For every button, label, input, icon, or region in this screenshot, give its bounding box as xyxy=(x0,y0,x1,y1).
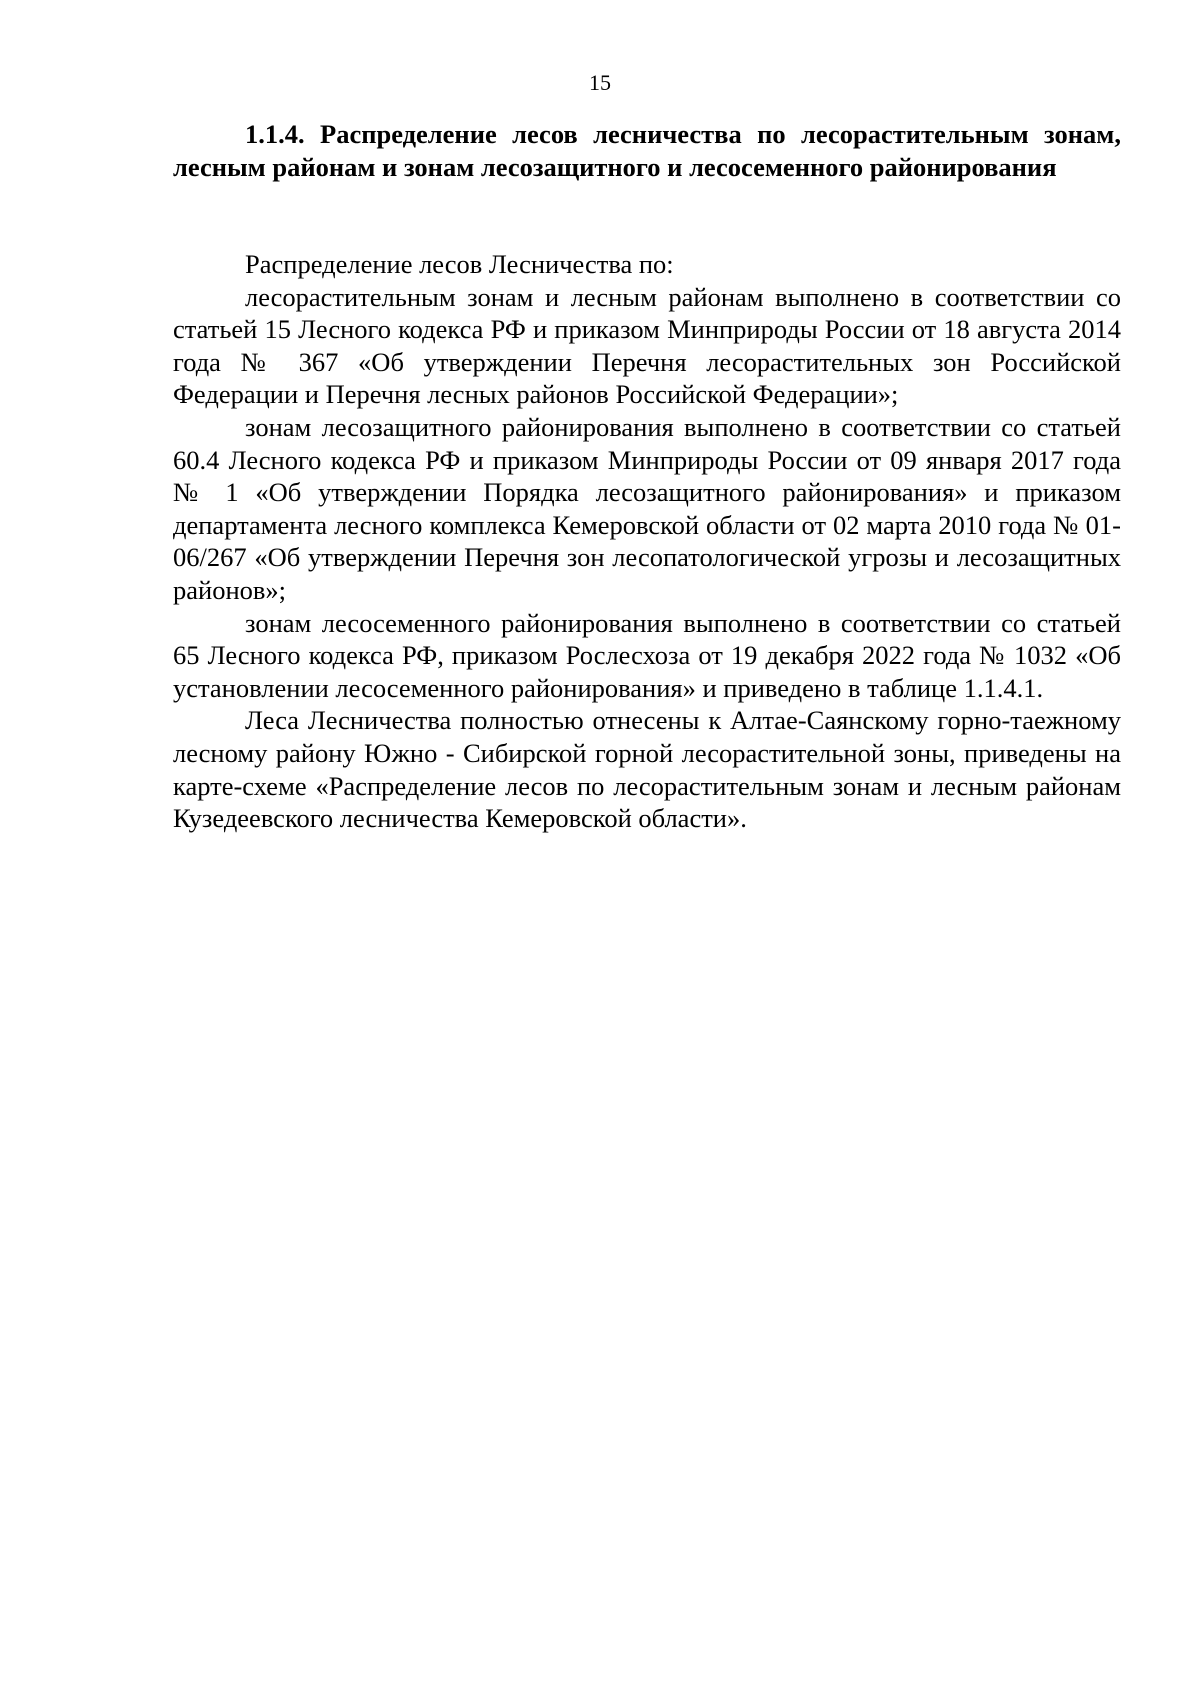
paragraph-seed-zoning: зонам лесосеменного районирования выполнено в соответствии со статьей 65 Лесного кодекса РФ, приказом Рослесхоза от 19 декабря 2022 года № 1032 «Об установлении лесосеменного районирования» и приведено в таблице 1.1.4.1. xyxy=(173,607,1121,703)
paragraph-forest-zones: лесорастительным зонам и лесным районам выполнено в соответствии со статьей 15 Лесного кодекса РФ и приказом Минприроды России от 18 августа 2014 года № 367 «Об утверждении Перечня лесорастительных зон Российской Федерации и Перечня лесных районов Российской Федерации»; xyxy=(173,281,1121,410)
section-heading: 1.1.4. Распределение лесов лесничества по лесорастительным зонам, лесным районам и зонам лесозащитного и лесосеменного районирования xyxy=(173,119,1121,182)
paragraph-forest-protection-zoning: зонам лесозащитного районирования выполнено в соответствии со статьей 60.4 Лесного кодекса РФ и приказом Минприроды России от 09 января 2017 года № 1 «Об утверждении Порядка лесозащитного районирования» и приказом департамента лесного комплекса Кемеровской области от 02 марта 2010 года № 01-06/267 «Об утверждении Перечня зон лесопатологической угрозы и лесозащитных районов»; xyxy=(173,411,1121,605)
section-body xyxy=(173,248,1121,835)
paragraph-intro: Распределение лесов Лесничества по: xyxy=(245,249,674,279)
page-number: 15 xyxy=(589,70,611,95)
paragraph-forest-district-assignment: Леса Лесничества полностью отнесены к Алтае-Саянскому горно-таежному лесному району Южно - Сибирской горной лесорастительной зоны, приведены на карте-схеме «Распределение лесов по лесорастительным зонам и лесным районам Кузедеевского лесничества Кемеровской области». xyxy=(173,705,1121,834)
